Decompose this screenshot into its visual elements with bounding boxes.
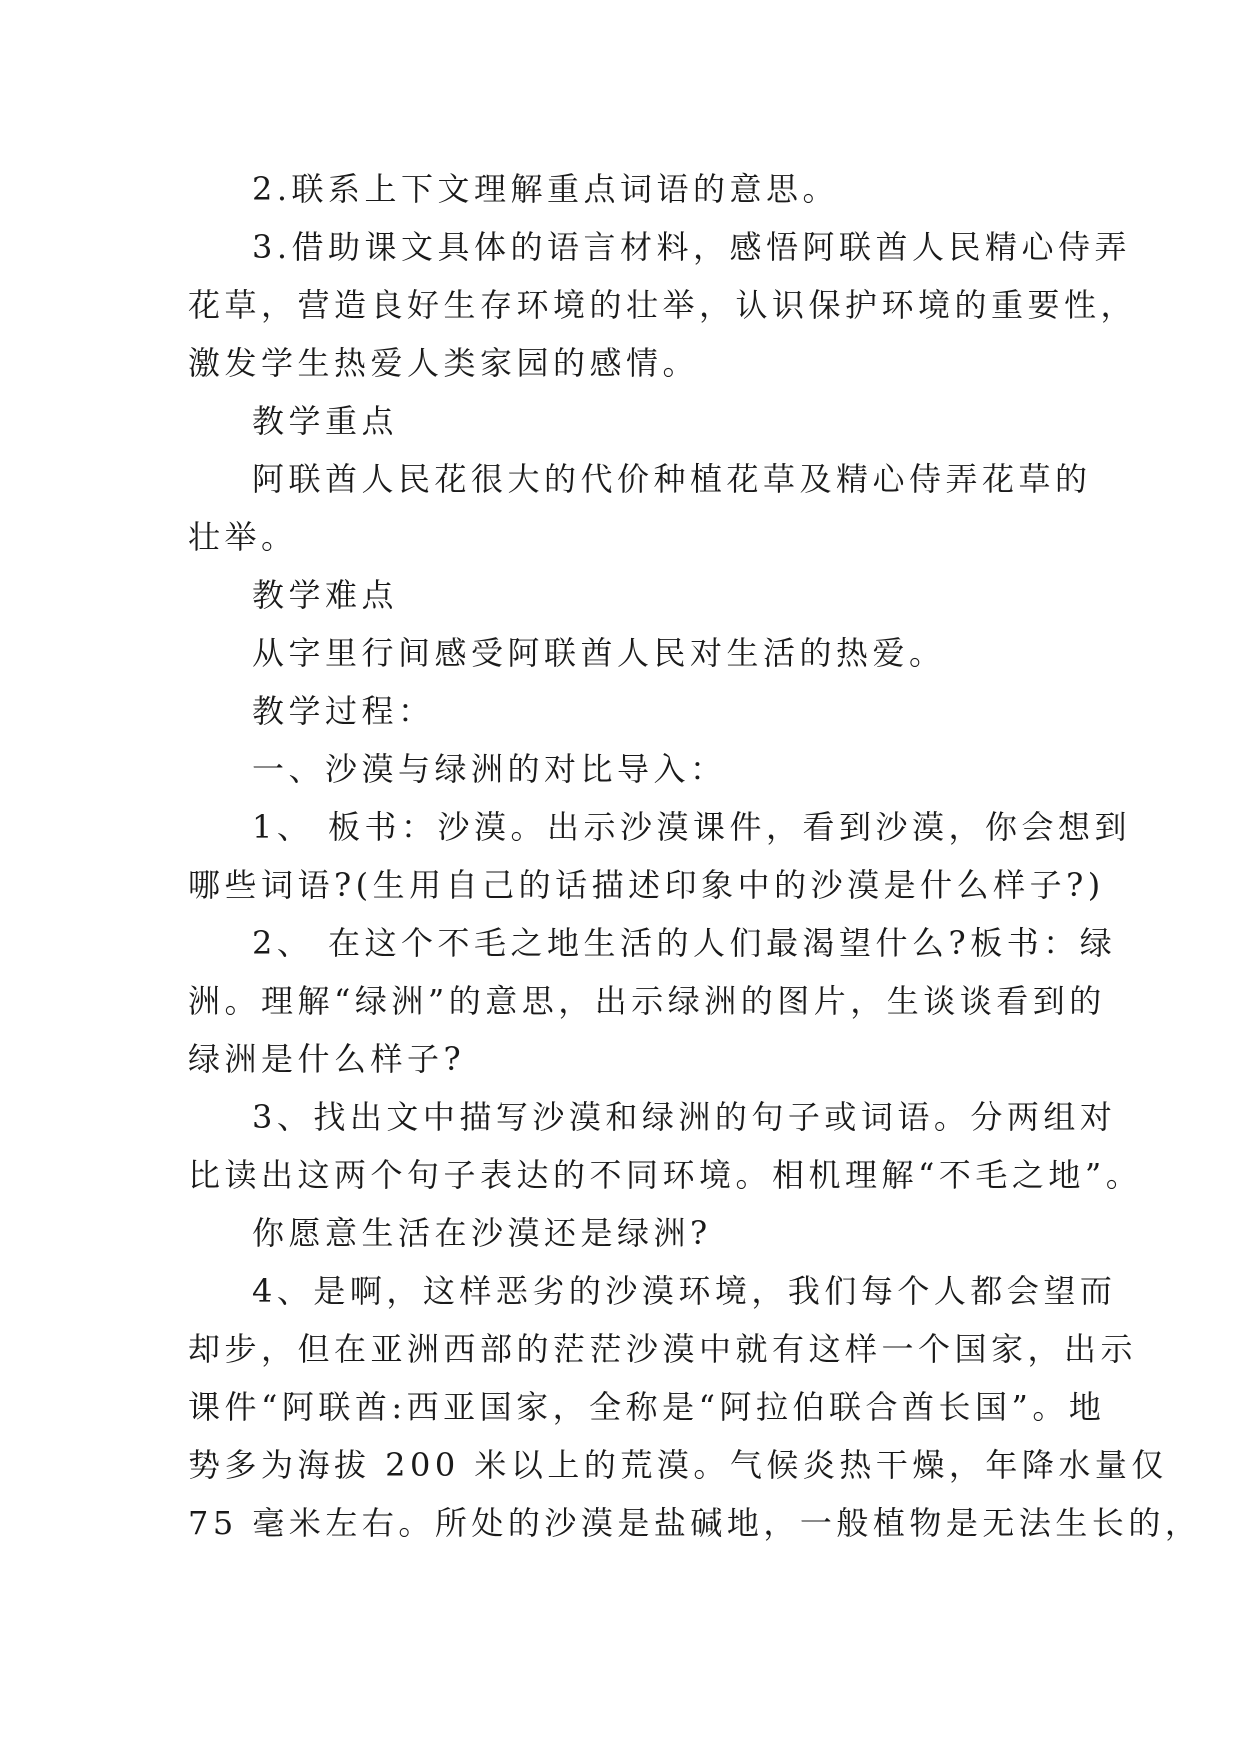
text-line: 4、是啊，这样恶劣的沙漠环境，我们每个人都会望而 [252, 1272, 1117, 1310]
text-line: 绿洲是什么样子? [188, 1040, 466, 1078]
text-line: 2.联系上下文理解重点词语的意思。 [252, 170, 840, 208]
text-line: 阿联酋人民花很大的代价种植花草及精心侍弄花草的 [252, 460, 1092, 498]
text-line: 激发学生热爱人类家园的感情。 [188, 344, 700, 382]
text-line: 一、沙漠与绿洲的对比导入： [252, 750, 727, 788]
text-line: 洲。理解“绿洲”的意思，出示绿洲的图片，生谈谈看到的 [188, 982, 1106, 1020]
text-line: 从字里行间感受阿联酋人民对生活的热爱。 [252, 634, 946, 672]
section-heading: 教学重点 [252, 402, 399, 440]
document-body [188, 160, 1202, 1552]
section-heading: 教学难点 [252, 576, 399, 614]
text-line: 势多为海拔 200 米以上的荒漠。气候炎热干燥，年降水量仅 [188, 1446, 1168, 1484]
section-heading: 教学过程： [252, 692, 435, 730]
text-line: 课件“阿联酋:西亚国家，全称是“阿拉伯联合酋长国”。地 [188, 1388, 1106, 1426]
text-line: 哪些词语?(生用自己的话描述印象中的沙漠是什么样子?) [188, 866, 1105, 904]
text-line: 花草，营造良好生存环境的壮举，认识保护环境的重要性， [188, 286, 1138, 324]
text-line: 3、找出文中描写沙漠和绿洲的句子或词语。分两组对 [252, 1098, 1117, 1136]
text-line: 3.借助课文具体的语言材料，感悟阿联酋人民精心侍弄 [252, 228, 1132, 266]
text-line: 2、 在这个不毛之地生活的人们最渴望什么?板书：绿 [252, 924, 1117, 962]
text-line: 1、 板书：沙漠。出示沙漠课件，看到沙漠，你会想到 [252, 808, 1132, 846]
text-line: 却步，但在亚洲西部的茫茫沙漠中就有这样一个国家，出示 [188, 1330, 1138, 1368]
text-line: 比读出这两个句子表达的不同环境。相机理解“不毛之地”。 [188, 1156, 1143, 1194]
text-line: 壮举。 [188, 518, 298, 556]
text-line: 你愿意生活在沙漠还是绿洲? [252, 1214, 712, 1252]
text-line: 75 毫米左右。所处的沙漠是盐碱地，一般植物是无法生长的， [188, 1504, 1202, 1542]
